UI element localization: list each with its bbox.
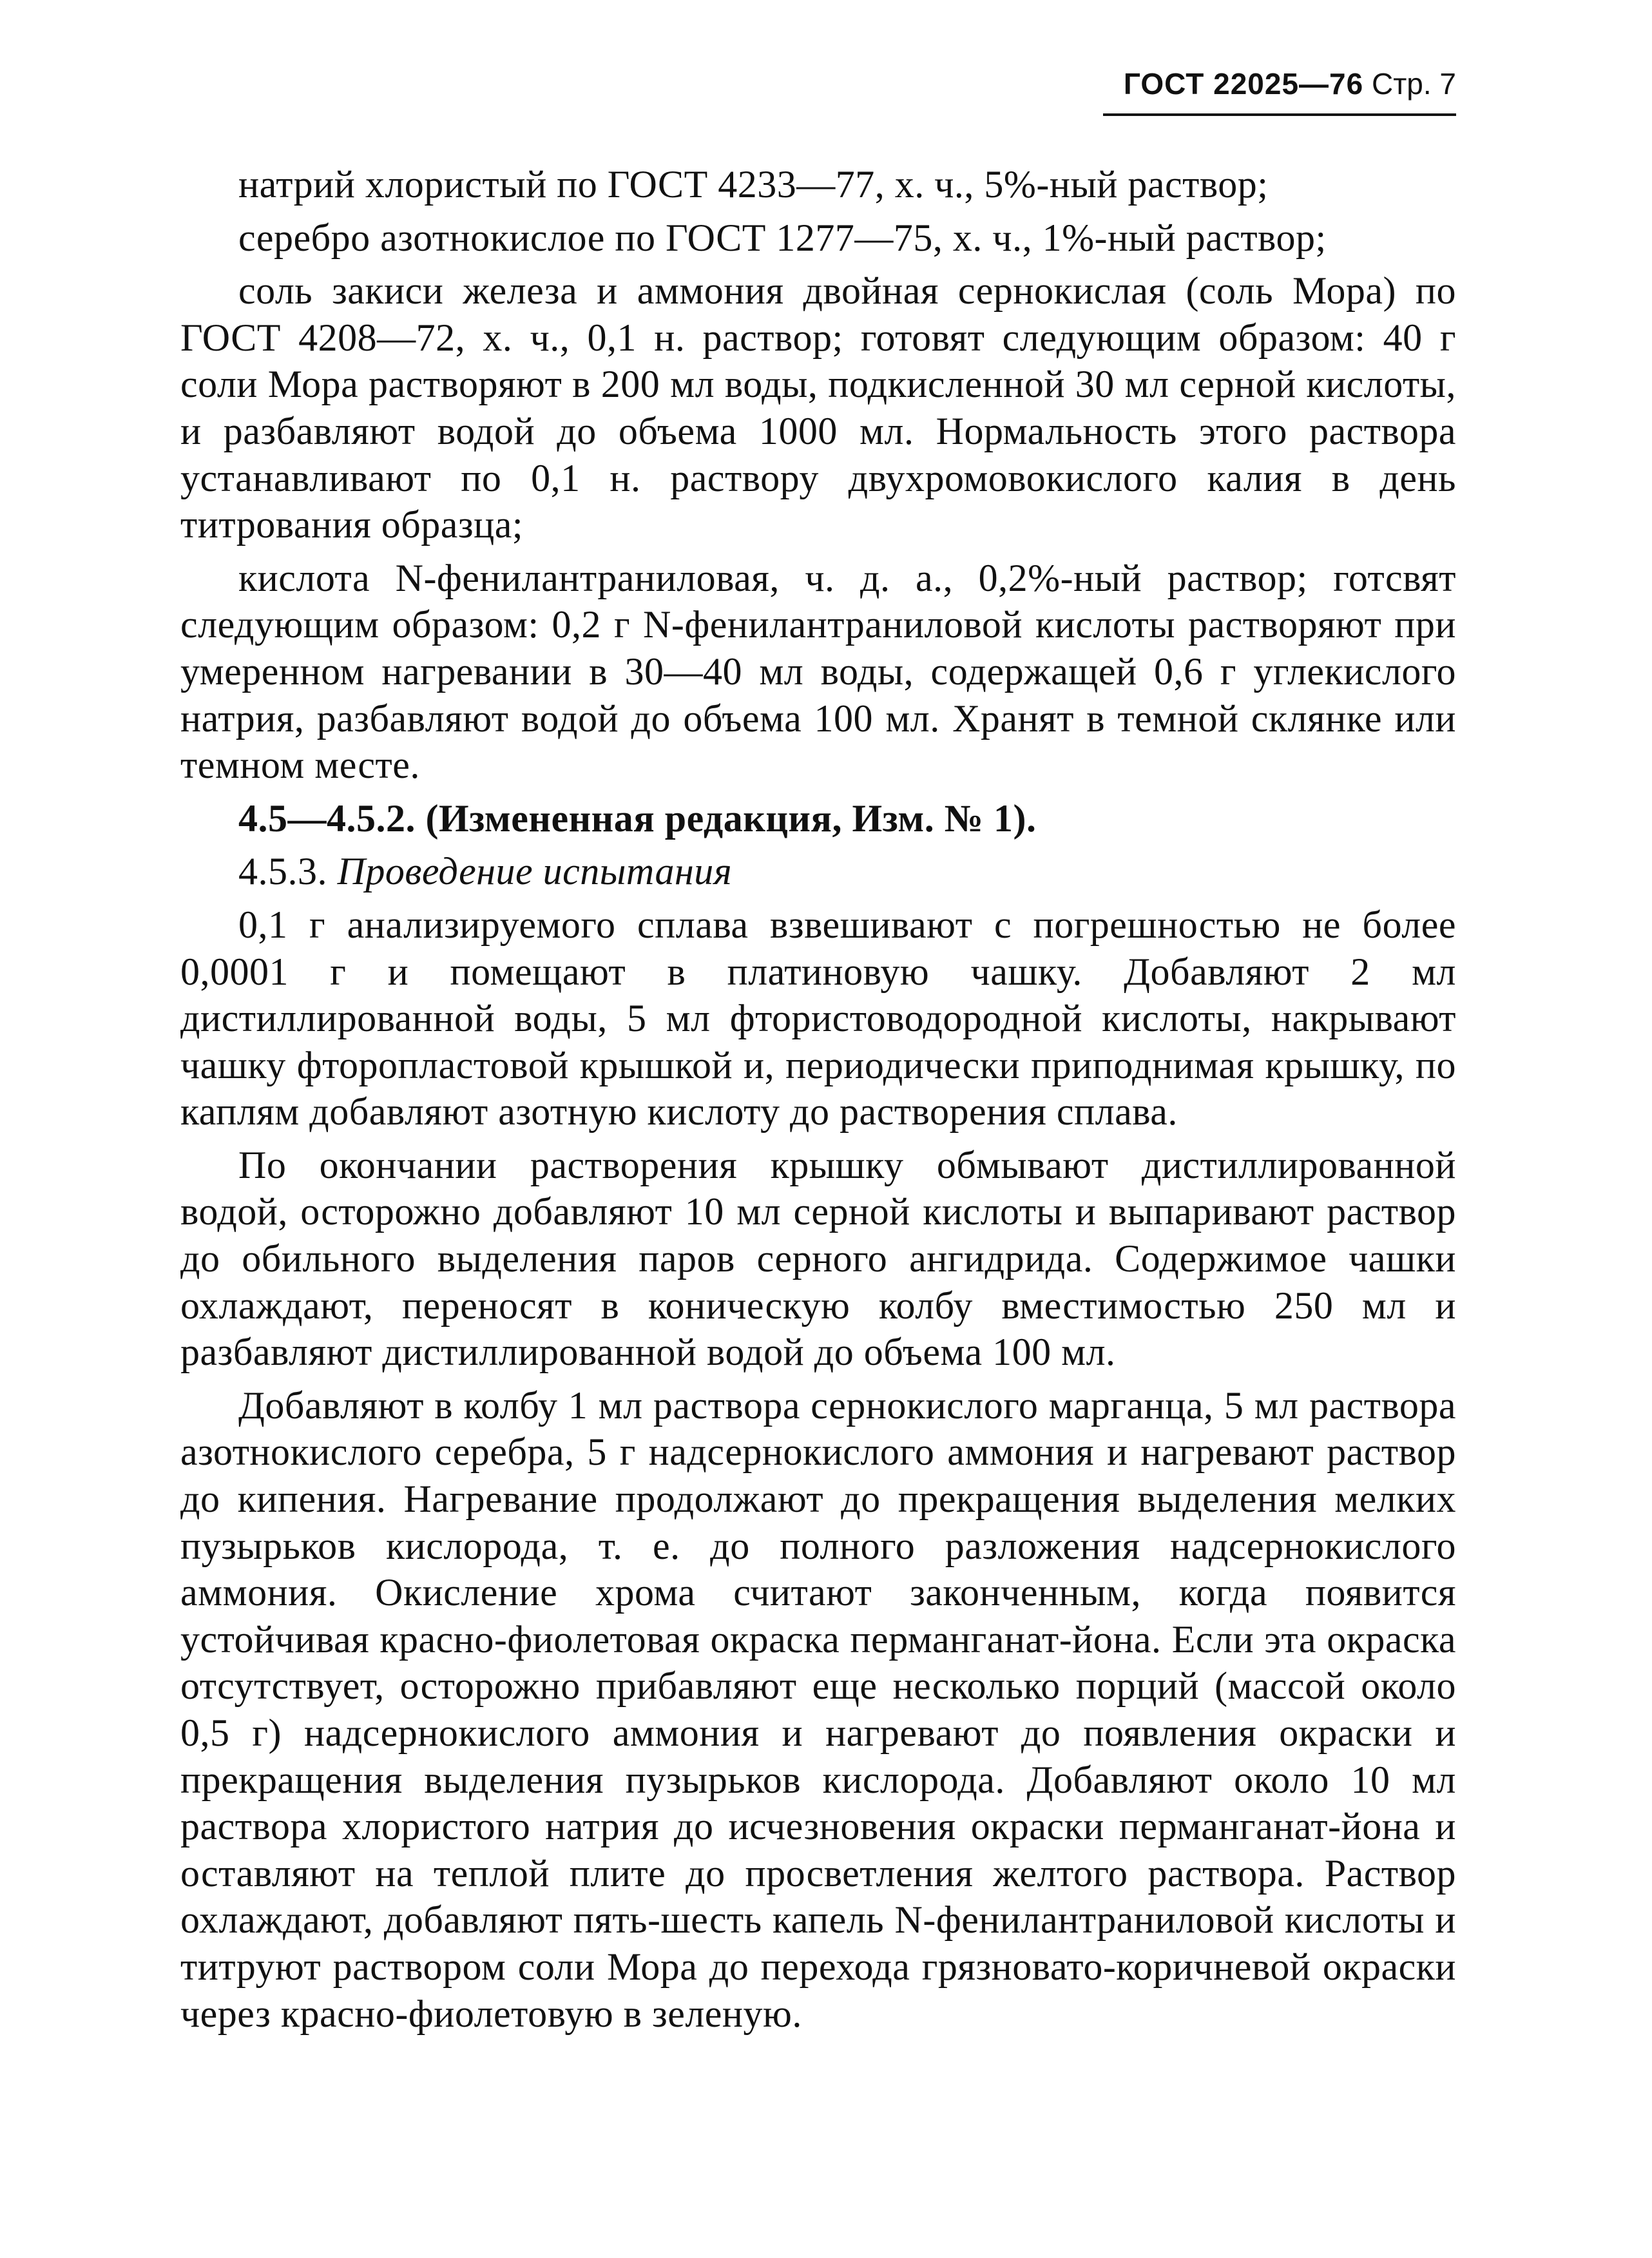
page-number: Стр. 7: [1371, 67, 1456, 101]
section-title: Проведение испытания: [337, 850, 733, 893]
paragraph-oxidation-titration: Добавляют в колбу 1 мл раствора сернокислого марганца, 5 мл раствора азотнокислого серебра, 5 г надсернокислого аммония и нагревают раствор до кипения. Нагревание продолжают до прекращения выделения мелких пузырьков кислорода, т. е. до полного разложения надсернокислого аммония. Окисление хрома считают законченным, когда появится устойчивая красно-фиолетовая окраска перманганат-йона. Если эта окраска отсутствует, осторожно прибавляют еще несколько порций (массой около 0,5 г) надсернокислого аммония и нагревают до появления окраски и прекращения выделения пузырьков кислорода. Добавляют около 10 мл раствора хлористого натрия до исчезновения окраски перманганат-йона и оставляют на теплой плите до просветления желтого раствора. Раствор охлаждают, добавляют пять-шесть капель N-фенилантраниловой кислоты и титруют раствором соли Мора до перехода грязновато-коричневой окраски через красно-фиолетовую в зеленую.: [180, 1384, 1456, 2035]
standard-number: ГОСТ 22025—76: [1123, 67, 1364, 101]
paragraph-mohr-salt: соль закиси железа и аммония двойная сернокислая (соль Мора) по ГОСТ 4208—72, х. ч., 0,1 н. раствор; готовят следующим образом: 40 г соли Мора растворяют в 200 мл воды, подкисленной 30 мл серной кислоты, и разбавляют водой до объема 1000 мл. Нормальность этого раствора устанавливают по 0,1 н. раствору двухромовокислого калия в день титрования образца;: [180, 269, 1456, 546]
amendment-note: 4.5—4.5.2. (Измененная редакция, Изм. № 1).: [238, 796, 1037, 840]
paragraph-silver-nitrate: серебро азотнокислое по ГОСТ 1277—75, х. ч., 1%-ный раствор;: [238, 216, 1327, 259]
paragraph-evaporation: По окончании растворения крышку обмывают дистиллированной водой, осторожно добавляют 10 мл серной кислоты и выпаривают раствор до обильного выделения паров серного ангидрида. Содержимое чашки охлаждают, переносят в коническую колбу вместимостью 250 мл и разбавляют дистиллированной водой до объема 100 мл.: [180, 1143, 1456, 1374]
section-heading: [180, 848, 1456, 895]
section-number: 4.5.3.: [238, 850, 327, 893]
header-rule: [1103, 113, 1456, 116]
paragraph-sodium-chloride: натрий хлористый по ГОСТ 4233—77, х. ч., 5%-ный раствор;: [238, 163, 1269, 206]
paragraph-phenylanthranilic-acid: кислота N-фенилантраниловая, ч. д. а., 0,2%-ный раствор; готсвят следующим образом: 0,2 г N-фенилантраниловой кислоты растворяют при умеренном нагревании в 30—40 мл воды, содержащей 0,6 г углекислого натрия, разбавляют водой до объема 100 мл. Хранят в темной склянке или темном месте.: [180, 556, 1456, 787]
paragraph-sample-dissolution: 0,1 г анализируемого сплава взвешивают с погрешностью не более 0,0001 г и помещают в платиновую чашку. Добавляют 2 мл дистиллированной воды, 5 мл фтористоводородной кислоты, накрывают чашку фторопластовой крышкой и, периодически приподнимая крышку, по каплям добавляют азотную кислоту до растворения сплава.: [180, 903, 1456, 1134]
document-body: [180, 161, 1456, 2043]
page-header: [1095, 64, 1456, 103]
